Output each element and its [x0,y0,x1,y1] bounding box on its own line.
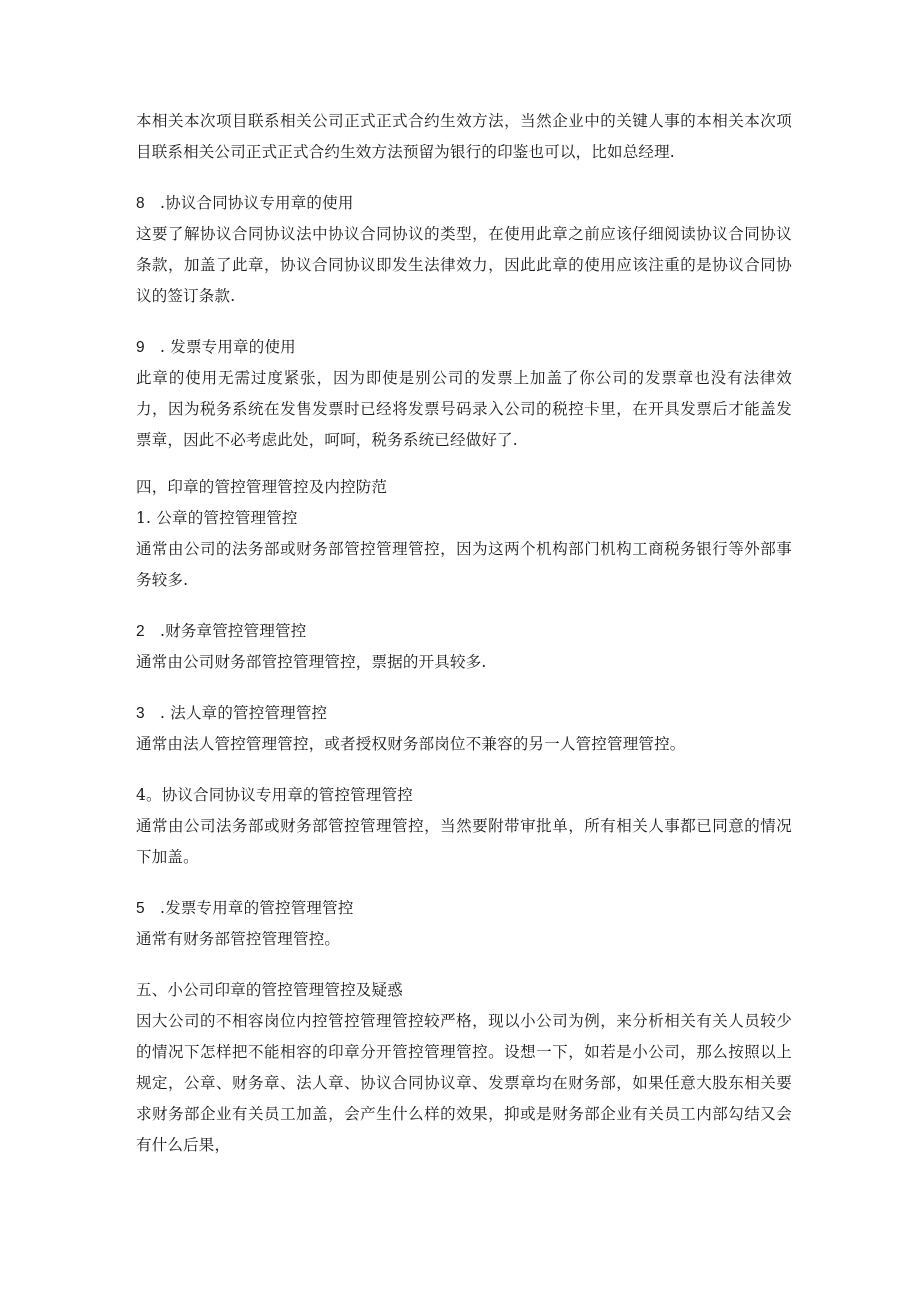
heading-text: .财务章管控管理管控 [160,622,307,640]
heading-number: 8 [136,195,145,212]
paragraph-small-company: 因大公司的不相容岗位内控管控管理管控较严格，现以小公司为例，来分析相关有关人员较少的情况下怎样把不能相容的印章分开管控管理管控。设想一下，如若是小公司，那么按照以上规定，公章、财务章、法人章、协议合同协议章、发票章均在财务部，如果任意大股东相关要求财务部企业有关员工加盖，会产生什么样的效果，抑或是财务部企业有关员工内部勾结又会有什么后果， [136,1012,792,1154]
paragraph-contract-seal-usage: 这要了解协议合同协议法中协议合同协议的类型，在使用此章之前应该仔细阅读协议合同协议条款，加盖了此章，协议合同协议即发生法律效力，因此此章的使用应该注重的是协议合同协议的签订条款. [136,225,792,305]
heading-number: 9 [136,339,145,356]
heading-text: 1. 公章的管控管理管控 [136,509,298,527]
heading-contract-seal-control [136,780,792,811]
paragraph-official-seal-control: 通常由公司的法务部或财务部管控管理管控，因为这两个机构部门机构工商税务银行等外部事务较多. [136,540,792,589]
heading-text: .发票专用章的管控管理管控 [160,899,354,917]
heading-official-seal-control [136,503,792,534]
heading-text: 四，印章的管控管理管控及内控防范 [136,478,388,496]
heading-number: 3 [136,705,145,722]
section-heading-seal-control [136,472,792,503]
heading-number: 5 [136,900,145,917]
heading-text: .协议合同协议专用章的使用 [160,194,354,212]
heading-number: 2 [136,623,145,640]
heading-text: 4。协议合同协议专用章的管控管理管控 [136,786,413,804]
heading-contract-seal-usage [136,188,792,219]
heading-legal-rep-seal-control [136,698,792,729]
paragraph-legal-rep-seal-control: 通常由法人管控管理管控，或者授权财务部岗位不兼容的另一人管控管理管控。 [136,735,686,753]
paragraph-invoice-seal-control: 通常有财务部管控管理管控。 [136,930,341,948]
section-heading-small-company [136,975,792,1006]
heading-finance-seal-control [136,616,792,647]
document-page [136,106,792,1161]
heading-invoice-seal-control [136,893,792,924]
paragraph-invoice-seal-usage: 此章的使用无需过度紧张，因为即使是别公司的发票上加盖了你公司的发票章也没有法律效力，因为税务系统在发售发票时已经将发票号码录入公司的税控卡里，在开具发票后才能盖发票章，因此不必考虑此处，呵呵，税务系统已经做好了. [136,369,792,449]
paragraph-finance-seal-control: 通常由公司财务部管控管理管控，票据的开具较多. [136,653,487,671]
heading-text: . 发票专用章的使用 [160,338,296,356]
heading-text: . 法人章的管控管理管控 [160,704,328,722]
heading-text: 五、小公司印章的管控管理管控及疑惑 [136,981,403,999]
paragraph-seal-usage-intro: 本相关本次项目联系相关公司正式正式合约生效方法，当然企业中的关键人事的本相关本次项目联系相关公司正式正式合约生效方法预留为银行的印鉴也可以，比如总经理. [136,112,792,161]
paragraph-contract-seal-control: 通常由公司法务部或财务部管控管理管控，当然要附带审批单，所有相关人事都已同意的情况下加盖。 [136,817,792,866]
heading-invoice-seal-usage [136,332,792,363]
